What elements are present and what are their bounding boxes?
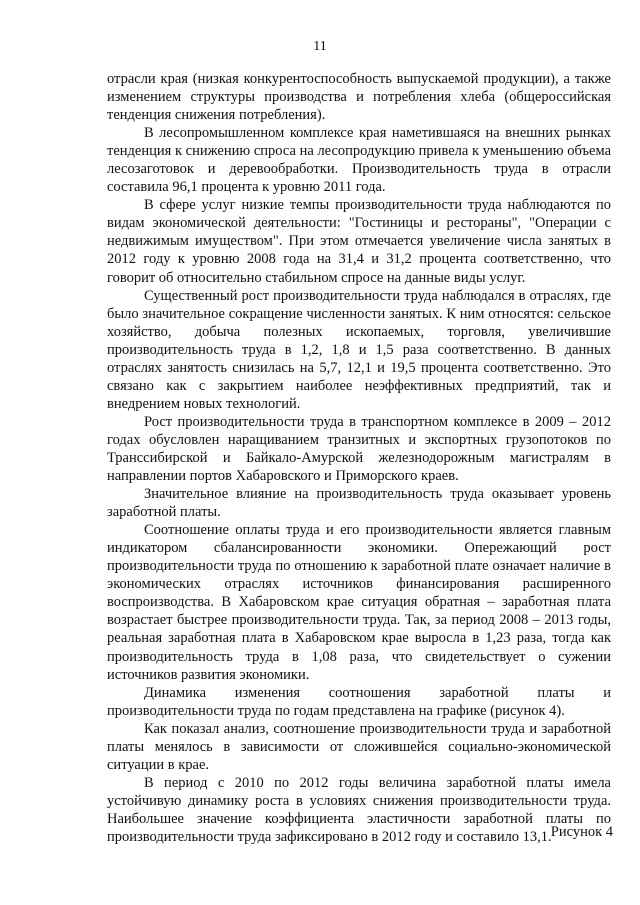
paragraph-transport-complex: Рост производительности труда в транспортном комплексе в 2009 – 2012 годах обусловлен наращиванием транзитных и экспортных грузопотоков по Транссибирской и Байкало-Амурской железнодорожным магистралям в направлении портов Хабаровского и Приморского краев. [107, 413, 611, 485]
paragraph-productivity-growth: Существенный рост производительности труда наблюдался в отраслях, где было значительное сокращение численности занятых. К ним относятся: сельское хозяйство, добыча полезных ископаемых, торговля, увеличившие производительность труда в 1,2, 1,8 и 1,5 раза соответственно. В данных отраслях занятость снизилась на 5,7, 12,1 и 19,5 процента соответственно. Это связано как с закрытием наиболее неэффективных предприятий, так и внедрением новых технологий. [107, 287, 611, 412]
paragraph-elasticity: В период с 2010 по 2012 годы величина заработной платы имела устойчивую динамику роста в условиях снижения производительности труда. Наибольшее значение коэффициента эластичности заработной платы по производительности труда зафиксировано в 2012 году и составило 13,1. [107, 774, 611, 845]
body-text [107, 70, 611, 846]
page-number: 11 [313, 39, 327, 54]
figure-caption: Рисунок 4 [550, 824, 613, 840]
paragraph-analysis: Как показал анализ, соотношение производительности труда и заработной платы менялось в зависимости от сложившейся социально-экономической ситуации в крае. [107, 720, 611, 773]
paragraph-services-sector: В сфере услуг низкие темпы производительности труда наблюдаются по видам экономической деятельности: "Гостиницы и рестораны", "Операции с недвижимым имуществом". При этом отмечается увеличение числа занятых в 2012 году к уровню 2008 года на 31,4 и 31,2 процента соответственно, что говорит об относительно стабильном спросе на данные виды услуг. [107, 197, 611, 286]
paragraph-dynamics-reference: Динамика изменения соотношения заработной платы и производительности труда по годам представлена на графике (рисунок 4). [107, 684, 611, 719]
paragraph-continuation: отрасли края (низкая конкурентоспособность выпускаемой продукции), а также изменением структуры производства и потребления хлеба (общероссийская тенденция снижения потребления). [107, 71, 611, 124]
paragraph-timber-industry: В лесопромышленном комплексе края наметившаяся на внешних рынках тенденция к снижению спроса на лесопродукцию привела к уменьшению объема лесозаготовок и деревообработки. Производительность труда в отрасли составила 96,1 процента к уровню 2011 года. [107, 125, 611, 196]
paragraph-wage-influence: Значительное влияние на производительность труда оказывает уровень заработной платы. [107, 486, 611, 521]
paragraph-wage-productivity-ratio: Соотношение оплаты труда и его производительности является главным индикатором сбалансированности экономики. Опережающий рост производительности труда по отношению к заработной плате означает наличие в экономических отраслях источников финансирования расширенного воспроизводства. В Хабаровском крае ситуация обратная – заработная плата возрастает быстрее производительности труда. Так, за период 2008 – 2013 годы, реальная заработная плата в Хабаровском крае выросла в 1,23 раза, тогда как производительность труда в 1,08 раза, что свидетельствует о сужении источников развития экономики. [107, 522, 611, 683]
